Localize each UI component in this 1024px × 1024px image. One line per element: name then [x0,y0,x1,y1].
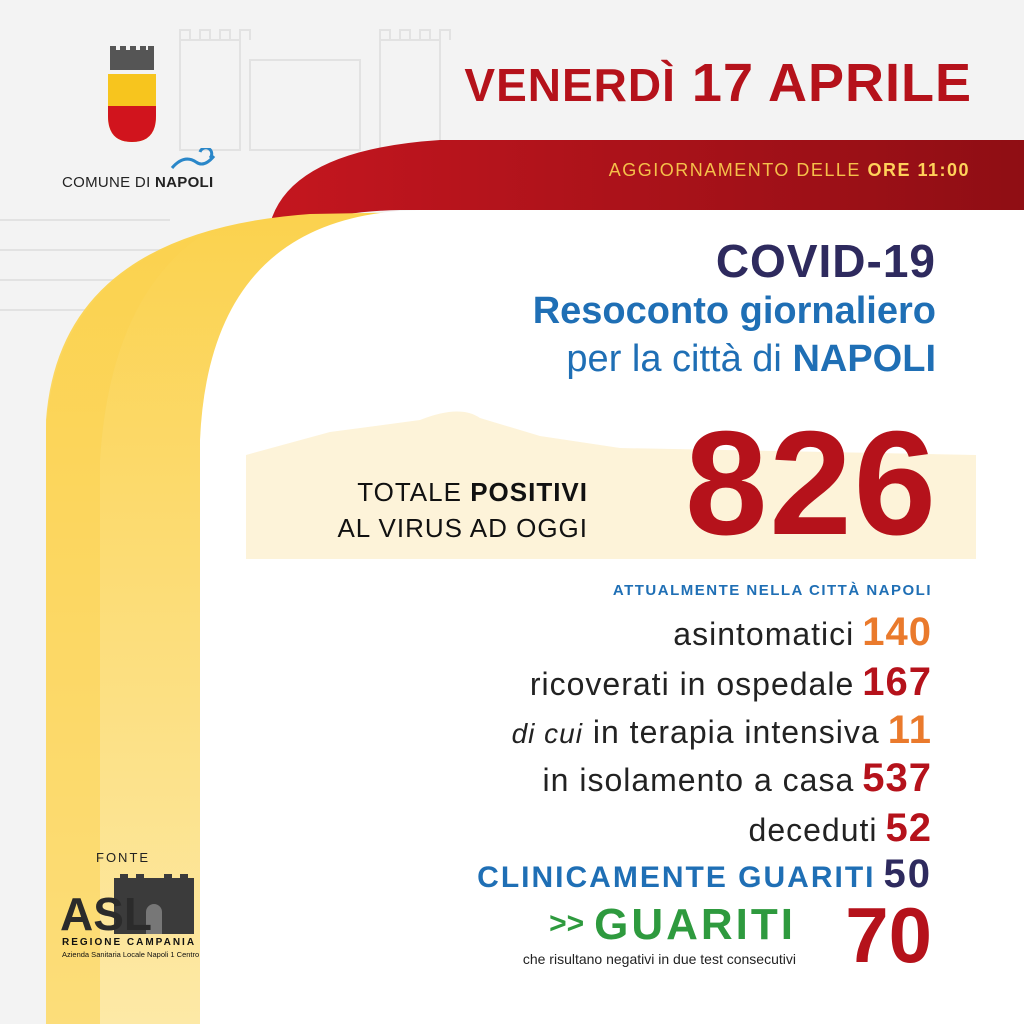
asymptomatic-value: 140 [862,610,932,654]
recovered-value: 70 [845,891,932,979]
double-arrow-icon: >> [549,907,585,940]
current-heading: ATTUALMENTE NELLA CITTÀ NAPOLI [612,582,932,599]
icu-row: di cui in terapia intensiva 11 [511,708,932,752]
asl-region: REGIONE CAMPANIA [62,937,197,948]
clinically-recovered-row: CLINICAMENTE GUARITI 50 [477,852,932,896]
clinically-recovered-value: 50 [883,852,932,896]
asl-logo [60,874,200,934]
total-positive-value: 826 [685,401,938,566]
wave-icon [170,148,216,176]
home-isolation-row: in isolamento a casa 537 [542,756,932,800]
comune-label: COMUNE DI NAPOLI [62,174,214,191]
recovered-label: >> GUARITI [549,900,796,949]
update-time: AGGIORNAMENTO DELLE ORE 11:00 [608,160,970,180]
title-city: per la città di NAPOLI [566,338,936,380]
asymptomatic-row: asintomatici 140 [673,610,932,654]
hospitalized-value: 167 [862,660,932,704]
coat-of-arms-icon [104,46,160,144]
svg-text:ASL: ASL [60,888,152,934]
icu-value: 11 [887,708,932,752]
total-positive-label: TOTALE POSITIVI AL VIRUS AD OGGI [337,477,588,543]
report-date: VENERDÌ 17 APRILE [464,53,972,113]
deceased-row: deceduti 52 [748,806,932,850]
title-report: Resoconto giornaliero [532,290,936,332]
home-isolation-value: 537 [862,756,932,800]
title-covid: COVID-19 [715,235,936,287]
recovered-note: che risultano negativi in due test consecutivi [522,951,796,967]
source-label: FONTE [96,850,151,865]
asl-description: Azienda Sanitaria Locale Napoli 1 Centro [62,950,200,959]
deceased-value: 52 [885,806,932,850]
hospitalized-row: ricoverati in ospedale 167 [529,660,932,704]
